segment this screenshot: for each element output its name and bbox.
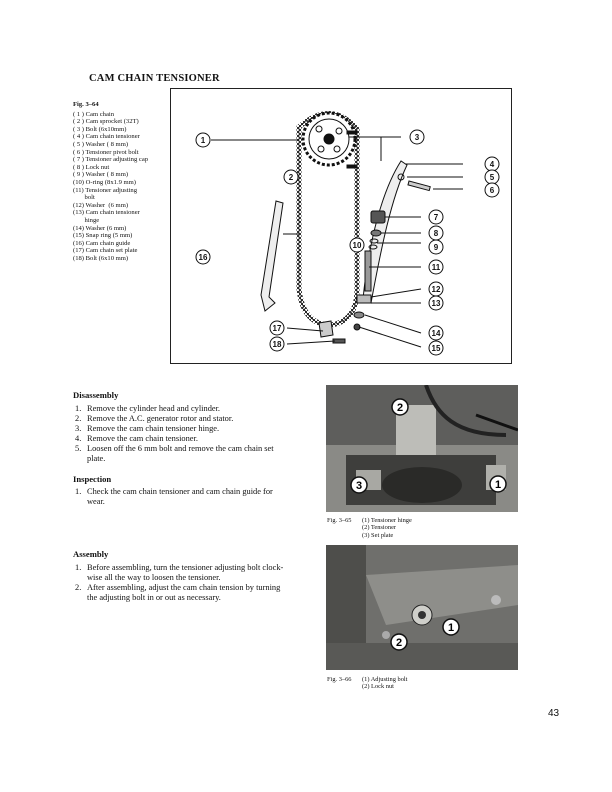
callout-12 (429, 282, 443, 296)
section-title: CAM CHAIN TENSIONER (89, 73, 220, 84)
inspection-steps: 1. Check the cam chain tensioner and cam chain guide for wear. (75, 487, 273, 506)
svg-text:13: 13 (431, 299, 441, 308)
caption-item: (3) Set plate (362, 531, 394, 539)
callout-4 (485, 157, 499, 171)
fig-65-label: Fig. 3–65 (327, 517, 352, 524)
callout-3 (410, 130, 424, 144)
part-item: ( 5 ) Washer ( 8 mm) (73, 140, 129, 148)
disassembly-heading: Disassembly (73, 390, 119, 400)
callout-7 (429, 210, 443, 224)
fig-66-label: Fig. 3–66 (327, 676, 352, 683)
part-item: ( 4 ) Cam chain tensioner (73, 133, 140, 141)
part-item: (11) Tensioner adjusting bolt (73, 186, 137, 202)
callout-16 (196, 250, 210, 264)
callout-8 (429, 226, 443, 240)
page-number: 43 (548, 708, 560, 719)
part-item: ( 7 ) Tensioner adjusting cap (73, 156, 149, 164)
svg-text:17: 17 (272, 324, 282, 333)
part-item: (17) Cam chain set plate (73, 247, 138, 255)
svg-text:12: 12 (431, 285, 441, 294)
callout-13 (429, 296, 443, 310)
svg-text:1: 1 (494, 479, 502, 491)
callout-11 (429, 260, 443, 274)
caption-item: (1) Tensioner hinge (362, 517, 412, 524)
assembly-steps: 1. Before assembling, turn the tensioner adjusting bolt clock- wise all the way to loosen the tensioner. 2. After assembling, adjust the cam chain tension by turning the adjusting bolt in or out as necessary. (75, 563, 284, 602)
parts-list (73, 101, 169, 262)
part-item: (14) Washer (6 mm) (73, 224, 127, 232)
fig-66-items (362, 676, 512, 691)
part-item: (16) Cam chain guide (73, 239, 131, 247)
svg-text:16: 16 (198, 253, 208, 262)
caption-item: (2) Lock nut (362, 683, 394, 691)
svg-text:2: 2 (288, 173, 294, 182)
photo-fig-66 (326, 545, 518, 670)
part-item: (13) Cam chain tensioner hinge (73, 209, 140, 224)
callout-1 (443, 619, 459, 635)
callout-14 (429, 326, 443, 340)
part-item: ( 9 ) Washer ( 8 mm) (73, 171, 129, 179)
part-item: ( 3 ) Bolt (6x10mm) (73, 125, 127, 133)
svg-text:9: 9 (433, 243, 439, 252)
svg-text:2: 2 (396, 402, 404, 414)
diagram-callouts (171, 89, 511, 363)
callout-2 (392, 399, 408, 415)
part-item: (18) Bolt (6x10 mm) (73, 254, 129, 262)
part-item: (15) Snap ring (5 mm) (73, 232, 133, 240)
callout-6 (485, 183, 499, 197)
photo-fig-65 (326, 385, 518, 512)
svg-text:7: 7 (433, 213, 439, 222)
svg-text:18: 18 (272, 340, 282, 349)
part-item: ( 1 ) Cam chain (73, 110, 115, 118)
svg-text:1: 1 (200, 136, 206, 145)
svg-text:10: 10 (352, 241, 362, 250)
svg-text:6: 6 (489, 186, 495, 195)
svg-text:3: 3 (355, 480, 363, 492)
callout-2 (284, 170, 298, 184)
svg-text:14: 14 (431, 329, 441, 338)
svg-text:5: 5 (489, 173, 495, 182)
callout-15 (429, 341, 443, 355)
fig-65-items (362, 517, 512, 539)
exploded-diagram (170, 88, 512, 364)
svg-text:4: 4 (489, 160, 495, 169)
callout-1 (490, 476, 506, 492)
callout-5 (485, 170, 499, 184)
callout-2 (391, 634, 407, 650)
callout-18 (270, 337, 284, 351)
caption-item: (2) Tensioner (362, 524, 397, 532)
callout-17 (270, 321, 284, 335)
part-item: ( 2 ) Cam sprocket (32T) (73, 118, 139, 126)
part-item: ( 8 ) Lock nut (73, 163, 110, 171)
caption-item: (1) Adjusting bolt (362, 676, 408, 683)
part-item: (10) O-ring (8x1.9 mm) (73, 178, 136, 186)
assembly-heading: Assembly (73, 549, 109, 559)
callout-3 (351, 477, 367, 493)
svg-text:1: 1 (447, 622, 455, 634)
disassembly-steps: 1. Remove the cylinder head and cylinder. 2. Remove the A.C. generator rotor and stator. 3. Remove the cam chain tensioner hinge. 4. Remove the cam chain tensioner. 5. Loosen off the 6 mm bolt and remove the cam chain set plate. (75, 404, 274, 463)
svg-text:8: 8 (433, 229, 439, 238)
part-item: ( 6 ) Tensioner pivot bolt (73, 148, 139, 156)
svg-text:2: 2 (395, 637, 403, 649)
figure-64-caption: Fig. 3–64 (73, 101, 99, 108)
part-item: (12) Washer (6 mm) (73, 201, 129, 209)
inspection-heading: Inspection (73, 474, 112, 484)
svg-text:15: 15 (431, 344, 441, 353)
callout-10 (350, 238, 364, 252)
svg-text:3: 3 (414, 133, 420, 142)
svg-text:11: 11 (431, 263, 441, 272)
callout-1 (196, 133, 210, 147)
callout-9 (429, 240, 443, 254)
